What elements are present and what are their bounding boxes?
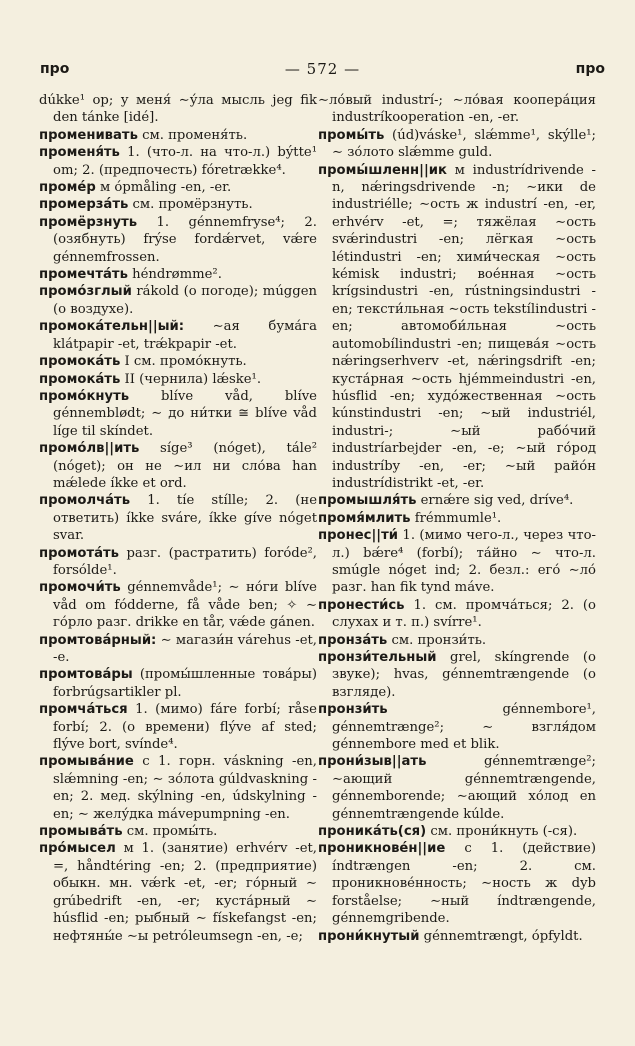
entry-headword: промя́млить	[318, 510, 411, 526]
dictionary-entry	[39, 144, 317, 179]
entry-body: (úd)váske¹, slǽmme¹, skýlle¹; ∼ зо́лото slǽmme guld.	[332, 127, 596, 161]
entry-headword: промока́ть	[39, 371, 121, 387]
entry-body: см. променя́ть.	[137, 127, 248, 143]
entry-body: síge³ (nóget), tále² (nóget); он не ∼ил ни сло́ва han mǽlede íkke et ord.	[53, 441, 317, 491]
dictionary-entry	[39, 753, 317, 823]
entry-headword: промока́ть	[39, 354, 121, 370]
entry-body: dúkke¹ op; у меня́ ∼у́ла мысль jeg fik den tánke [idé].	[39, 93, 317, 126]
entry-headword: проника́ть(ся)	[318, 824, 427, 840]
entry-body: grel, skíngrende (о звуке); hvas, génnemtrængende (о взгляде).	[332, 650, 596, 700]
dictionary-entry	[318, 649, 596, 701]
entry-body: génnemtrænge²; ∼ающий génnemtrængende, génnemborende; ∼ающий хо́лод en génnemtrængende kúlde.	[332, 754, 596, 822]
dictionary-entry	[318, 162, 596, 493]
entry-body: см. промёрзнуть.	[128, 197, 253, 213]
dictionary-entry	[318, 510, 596, 527]
dictionary-entry	[39, 196, 317, 213]
dictionary-entry	[39, 632, 317, 667]
entry-headword: пронзи́ть	[318, 702, 388, 718]
entry-headword: промтова́рный:	[39, 632, 157, 648]
entry-body: разг. (растратить) foróde², forsólde¹.	[53, 545, 317, 578]
entry-body: м 1. (занятие) erhvérv -et, =, håndtéring -en; 2. (предприятие) обыкн. мн. vǽrk -et, -er; го́рный ∼ grúbedrift -en, -er; куста́рный ∼ húsflid -en; рыбный ∼ fískefangst -en; нефтяны́е ∼ы petróleumsegn -en, -e;	[53, 841, 317, 944]
entry-headword: промча́ться	[39, 702, 128, 718]
entry-headword: промо́лв||ить	[39, 441, 140, 457]
entry-body: I см. промо́кнуть.	[120, 354, 247, 370]
entry-body: см. пронзи́ть.	[387, 632, 487, 648]
entry-body: ∼ая бума́га klátpapir -et, trǽkpapir -et.	[53, 319, 317, 352]
entry-headword: пронес||ти́	[318, 528, 399, 544]
entry-headword: промолча́ть	[39, 493, 131, 509]
entry-headword: промерза́ть	[39, 197, 129, 213]
dictionary-entry	[318, 92, 596, 127]
dictionary-entry	[39, 666, 317, 701]
entry-body: 1. см. промча́ться; 2. (о слухах и т. п.) svírre¹.	[332, 597, 596, 631]
entry-body: 1. (что-л. на что-л.) býtte¹ om; 2. (предпочесть) fóretrække⁴.	[53, 145, 317, 178]
dictionary-entry	[39, 266, 317, 283]
entry-body: м ópmåling -en, -er.	[95, 180, 232, 196]
entry-headword: промы́ть	[318, 127, 385, 143]
dictionary-entry	[318, 632, 596, 649]
dictionary-entry	[318, 527, 596, 597]
entry-body: génnemtrængt, ópfyldt.	[419, 928, 583, 944]
dictionary-entry	[39, 492, 317, 544]
entry-body: (промы́шленные това́ры) forbrúgsartikler pl.	[53, 667, 317, 700]
dictionary-entry	[39, 579, 317, 631]
left-column	[39, 92, 317, 945]
header-right-word: про	[575, 61, 605, 77]
entry-headword: промота́ть	[39, 545, 119, 561]
dictionary-entry	[318, 597, 596, 632]
dictionary-entry	[318, 127, 596, 162]
dictionary-entry	[39, 440, 317, 492]
page-number: — 572 —	[284, 60, 361, 78]
entry-headword: промёрзнуть	[39, 214, 138, 230]
entry-headword: пронза́ть	[318, 632, 388, 648]
dictionary-entry	[39, 318, 317, 353]
dictionary-entry	[39, 701, 317, 753]
dictionary-entry	[318, 840, 596, 927]
dictionary-entry	[39, 388, 317, 440]
entry-headword: промечта́ть	[39, 267, 128, 283]
dictionary-entry	[39, 823, 317, 840]
entry-headword: проме́р	[39, 180, 96, 196]
dictionary-entry	[39, 127, 317, 144]
dictionary-entry	[39, 92, 317, 127]
entry-body: 1. génnemfryse⁴; 2. (озябнуть) frýse fordǽrvet, vǽre génnemfrossen.	[53, 214, 317, 265]
entry-headword: промочи́ть	[39, 580, 121, 596]
entry-headword: промы́шленн||ик	[318, 162, 447, 178]
entry-headword: променивать	[39, 127, 138, 143]
entry-body: génnembore¹, génnemtrænge²; ∼ взгля́дом génnembore med et blik.	[332, 702, 596, 753]
entry-body: frémmumle¹.	[410, 510, 502, 526]
entry-headword: променя́ть	[39, 145, 120, 161]
dictionary-entry	[318, 753, 596, 823]
entry-headword: промтова́ры	[39, 667, 133, 683]
dictionary-entry	[39, 371, 317, 388]
entry-body: ∼ магази́н várehus -et, -e.	[53, 632, 317, 665]
entry-headword: промышля́ть	[318, 493, 417, 509]
dictionary-entry	[39, 840, 317, 944]
entry-headword: пронзи́тельный	[318, 650, 437, 665]
entry-body: ∼ло́вый industrí-; ∼ло́вая коопера́ция industríkooperation -en, -er.	[318, 93, 596, 126]
entry-body: см. промы́ть.	[122, 824, 218, 840]
page-header	[40, 58, 605, 80]
dictionary-entry	[318, 823, 596, 840]
entry-body: см. прони́кнуть (-ся).	[426, 824, 578, 840]
entry-body: м industrídrivende -n, nǽringsdrivende -n; ∼ики de industriélle; ∼ость ж industrí -en, -er, erhvérv -et, =; тяжёлая ∼ость svǽrindustri -en; лёгкая ∼ость létindustri -en; хими́ческая ∼ость kémisk industri; вое́нная ∼ость krígsindustri -en, rústningsindustri -en; тексти́льная ∼ость tekstílindustri -en; автомоби́льная ∼ость automobílindustri -en; пищева́я ∼ость nǽringserhverv -et, nǽringsdrift -en; куста́рная ∼ость hjémmeindustri -en, húsflid -en; худо́жественная ∼ость kúnstindustri -en; ∼ый industriél, industri-; ∼ый рабо́чий industríarbejder -en, -e; ∼ый го́род industríby -en, -er; ∼ый райо́н industrídistrikt -et, -er.	[332, 162, 596, 491]
dictionary-entry	[39, 545, 317, 580]
entry-headword: пронести́сь	[318, 597, 405, 613]
entry-body: 1. (мимо чего-л., через что-л.) bǽre⁴ (forbí); та́йно ∼ что-л. smúgle nóget ind; 2. безл.: его́ ∼ло́ разг. han fik tynd máve.	[332, 528, 596, 596]
entry-headword: проникнове́н||ие	[318, 841, 446, 857]
dictionary-entry	[318, 928, 596, 945]
entry-body: héndrømme².	[127, 267, 222, 283]
entry-body: с 1. горн. váskning -en, slǽmning -en; ∼ зо́лота gúldvaskning -en; 2. мед. skýlning -en, údskylning -en; ∼ желу́дка mávepumpning -en.	[53, 754, 317, 822]
dictionary-entry	[39, 179, 317, 196]
entry-headword: прони́зыв||ать	[318, 754, 427, 770]
right-column	[318, 92, 596, 945]
dictionary-entry	[318, 701, 596, 753]
entry-headword: промо́зглый	[39, 284, 132, 300]
dictionary-entry	[39, 214, 317, 266]
entry-body: с 1. (действие) índtrængen -en; 2. см. проникнове́нность; ∼ность ж dyb forståelse; ∼ный índtrængende, génnemgribende.	[332, 841, 596, 927]
header-left-word: про	[40, 61, 70, 77]
dictionary-entry	[318, 492, 596, 509]
entry-headword: промыва́ть	[39, 824, 123, 840]
entry-body: génnemvåde¹; ∼ но́ги blíve våd om fódderne, få våde ben; ✧ ∼ го́рло разг. drikke en tår, vǽde gánen.	[53, 580, 317, 631]
entry-headword: промока́тельн||ый:	[39, 319, 185, 335]
dictionary-entry	[39, 353, 317, 370]
entry-body: 1. (мимо) fáre forbí; råse forbí; 2. (о времени) flýve af sted; flýve bort, svínde⁴.	[53, 702, 317, 753]
dictionary-entry	[39, 283, 317, 318]
entry-body: rákold (о погоде); múggen (о воздухе).	[53, 284, 317, 317]
entry-headword: прони́кнутый	[318, 928, 420, 944]
entry-headword: промо́кнуть	[39, 388, 130, 404]
entry-body: II (чернила) lǽske¹.	[120, 371, 262, 387]
entry-headword: про́мысел	[39, 841, 116, 857]
entry-body: blíve våd, blíve génnemblødt; ∼ до ни́тки ≅ blíve våd líge til skíndet.	[53, 388, 317, 439]
entry-body: ernǽre sig ved, dríve⁴.	[416, 493, 574, 509]
entry-body: 1. tíe stílle; 2. (не ответить) íkke sváre, íkke gíve nóget svar.	[53, 493, 317, 544]
entry-headword: промыва́ние	[39, 754, 134, 770]
